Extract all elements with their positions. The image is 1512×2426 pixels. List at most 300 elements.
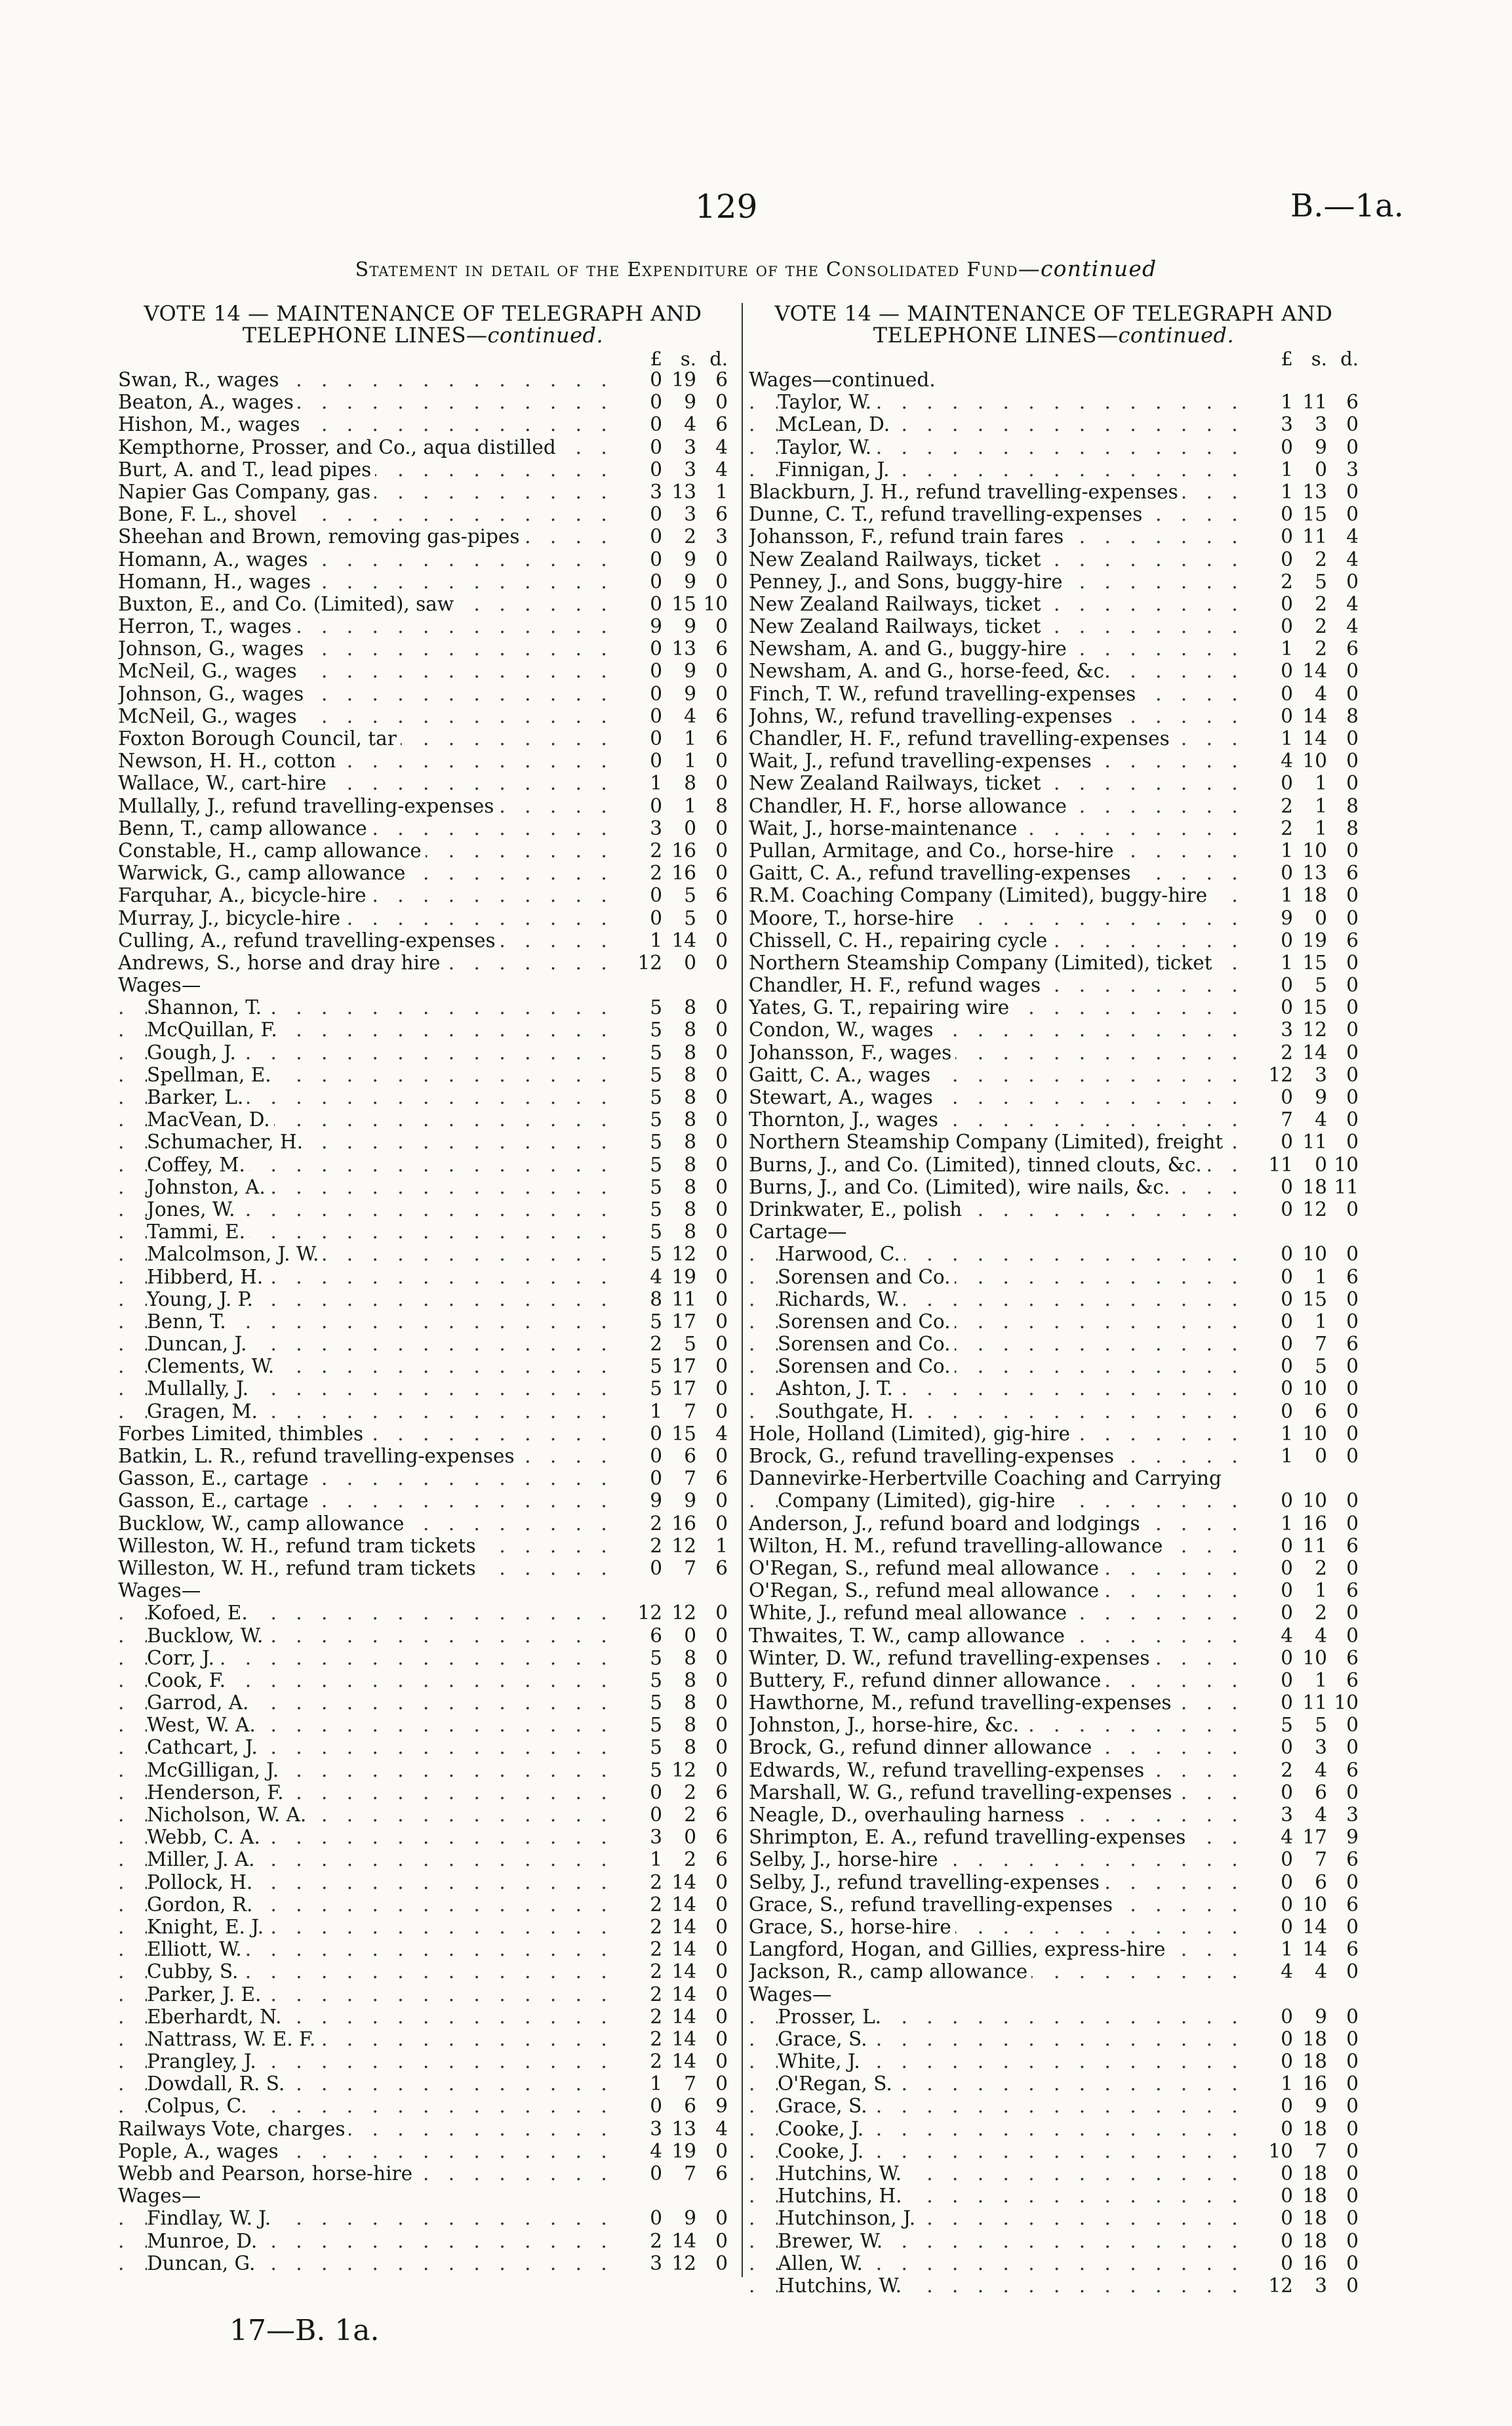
table-row: [749, 795, 1359, 817]
table-row: [749, 1512, 1359, 1535]
shillings-amount: 14: [1302, 1938, 1327, 1961]
shillings-amount: 8: [684, 1131, 696, 1154]
entry-label: [118, 2207, 624, 2229]
shillings-amount: 9: [1315, 1086, 1327, 1108]
entry-label: [118, 1579, 624, 1602]
pounds-amount: 4: [650, 1265, 662, 1288]
table-row: [749, 548, 1359, 571]
table-row: [749, 1736, 1359, 1758]
pence-amount: 0: [715, 951, 728, 974]
shillings-amount: 3: [684, 503, 696, 526]
pounds-amount: 5: [650, 1714, 662, 1737]
entry-label-text: McGilligan, J.: [147, 1759, 283, 1781]
shillings-amount: [662, 1579, 696, 1602]
shillings-amount: 0: [1315, 1445, 1327, 1467]
entry-label: [749, 548, 1255, 571]
entry-label: [749, 571, 1255, 593]
table-row: [749, 1243, 1359, 1265]
entry-label: [118, 1176, 624, 1198]
table-row: [118, 1489, 728, 1512]
entry-label: [749, 907, 1255, 929]
pence-amount: 0: [715, 1602, 728, 1625]
entry-label-text: Warwick, G., camp allowance: [118, 862, 409, 884]
table-row: [749, 727, 1359, 750]
pounds-amount: 1: [650, 772, 662, 795]
table-row: [118, 1647, 728, 1669]
shillings-amount: 2: [684, 1804, 696, 1826]
pounds-amount: 0: [1281, 435, 1293, 458]
entry-label-text: Henderson, F.: [147, 1781, 288, 1804]
table-row: [749, 1781, 1359, 1804]
entry-label-text: Brewer, W.: [778, 2230, 886, 2252]
table-row: [118, 2185, 728, 2207]
pounds-amount: 0: [1281, 1310, 1293, 1333]
pounds-amount: 5: [650, 996, 662, 1019]
pounds-amount: 5: [650, 1691, 662, 1714]
pounds-amount: 0: [650, 2207, 662, 2230]
pence-amount: 0: [715, 1175, 728, 1198]
entry-label-text: O'Regan, S., refund meal allowance: [749, 1579, 1103, 1602]
pence-amount: 4: [715, 435, 728, 458]
pounds-amount: 0: [1281, 1534, 1293, 1557]
shillings-amount: 4: [1315, 682, 1327, 705]
pence-amount: 0: [715, 2229, 728, 2252]
entry-label: [749, 1691, 1255, 1714]
entry-label: [118, 1266, 624, 1288]
shillings-amount: 8: [684, 1041, 696, 1064]
pence-amount: 0: [1346, 1400, 1359, 1423]
pence-amount: 0: [1346, 1131, 1359, 1154]
entry-label: [749, 2252, 1255, 2274]
entry-label: [118, 884, 624, 906]
pounds-amount: 5: [650, 1063, 662, 1086]
entry-label-text: Pullan, Armitage, and Co., horse-hire: [749, 839, 1118, 862]
pence-amount: 0: [1346, 2005, 1359, 2028]
entry-label-text: Malcolmson, J. W.: [147, 1243, 323, 1265]
entry-label-text: Andrews, S., horse and dray hire: [118, 952, 444, 974]
table-row: [118, 1377, 728, 1400]
table-row: [749, 1871, 1359, 1893]
shillings-amount: 19: [671, 2139, 696, 2162]
entry-label-text: Wait, J., refund travelling-expenses: [749, 750, 1096, 772]
pounds-amount: 4: [1281, 750, 1293, 773]
entry-label-text: New Zealand Railways, ticket: [749, 548, 1044, 571]
right-money-header: [749, 348, 1359, 369]
entry-label-text: Hole, Holland (Limited), gig-hire: [749, 1423, 1074, 1445]
entry-label: [118, 727, 624, 750]
pounds-header: £: [1281, 348, 1293, 370]
pounds-amount: 0: [1281, 1287, 1293, 1310]
entry-label: [118, 1736, 624, 1758]
entry-label: [749, 1938, 1255, 1960]
pounds-amount: 0: [650, 1422, 662, 1445]
table-row: [118, 391, 728, 413]
entry-label-text: Murray, J., bicycle-hire: [118, 907, 344, 929]
entry-label-text: Parker, J. E.: [147, 1983, 265, 2006]
table-row: [118, 615, 728, 637]
table-row: [749, 1131, 1359, 1153]
pounds-amount: 0: [1281, 1489, 1293, 1512]
pence-amount: 0: [715, 682, 728, 705]
entry-label: [749, 750, 1255, 772]
pounds-amount: 0: [1281, 1243, 1293, 1266]
table-row: [749, 1691, 1359, 1714]
shillings-amount: 8: [684, 1175, 696, 1198]
entry-label-text: Willeston, W. H., refund tram tickets: [118, 1535, 480, 1557]
shillings-amount: 2: [1315, 548, 1327, 571]
entry-label: [749, 413, 1255, 435]
pence-amount: 6: [1346, 1938, 1359, 1961]
pounds-amount: 7: [1281, 1108, 1293, 1131]
entry-label-text: Kempthorne, Prosser, and Co., aqua distilled: [118, 436, 560, 458]
entry-label-text: New Zealand Railways, ticket: [749, 615, 1044, 637]
table-row: [118, 929, 728, 952]
table-row: [118, 1041, 728, 1064]
entry-label-text: Burns, J., and Co. (Limited), tinned clouts, &c.: [749, 1154, 1206, 1176]
shillings-amount: 5: [684, 1333, 696, 1356]
pence-amount: 0: [715, 1870, 728, 1893]
pence-amount: 0: [1346, 1960, 1359, 1983]
entry-label: [749, 1288, 1255, 1310]
table-row: [118, 1288, 728, 1310]
pence-amount: 8: [1346, 817, 1359, 839]
shillings-amount: 18: [1302, 2027, 1327, 2050]
shillings-amount: 9: [684, 570, 696, 593]
entry-label: [749, 2006, 1255, 2028]
entry-label: [118, 2095, 624, 2117]
table-row: [749, 2140, 1359, 2162]
table-row: [749, 2095, 1359, 2117]
table-row: [749, 1064, 1359, 1086]
entry-label-text: Buttery, F., refund dinner allowance: [749, 1669, 1105, 1691]
pence-amount: 0: [715, 2027, 728, 2050]
entry-label: [749, 705, 1255, 727]
pence-amount: 4: [1346, 615, 1359, 638]
pounds-amount: 0: [1281, 1579, 1293, 1602]
shillings-amount: 11: [671, 1287, 696, 1310]
entry-label: [118, 795, 624, 817]
footer-reference: 17—B. 1a.: [229, 2314, 380, 2347]
entry-label-text: Harwood, C.: [778, 1243, 904, 1265]
pence-amount: 6: [1346, 1265, 1359, 1288]
pence-amount: 0: [715, 1915, 728, 1938]
shillings-amount: 18: [1302, 884, 1327, 907]
pounds-amount: 0: [1281, 2095, 1293, 2118]
pounds-amount: 5: [650, 1019, 662, 1041]
entry-label-text: Foxton Borough Council, tar: [118, 727, 401, 750]
pounds-amount: 2: [650, 2027, 662, 2050]
entry-label: [749, 2274, 1255, 2297]
entry-label: [118, 1086, 624, 1108]
table-row: [118, 2118, 728, 2140]
entry-label-text: Mullally, J., refund travelling-expenses: [118, 795, 498, 817]
pounds-amount: 1: [650, 1400, 662, 1423]
pounds-amount: 0: [650, 548, 662, 571]
entry-label: [118, 1154, 624, 1176]
shillings-amount: 14: [671, 1893, 696, 1916]
entry-label-text: Johansson, F., refund train fares: [749, 525, 1067, 548]
pounds-amount: 9: [650, 615, 662, 638]
entry-label: [749, 1916, 1255, 1938]
pence-amount: 6: [715, 2162, 728, 2185]
shillings-amount: 17: [671, 1355, 696, 1378]
pounds-amount: 6: [650, 1624, 662, 1647]
shillings-amount: 14: [671, 1983, 696, 2006]
pence-amount: 0: [715, 570, 728, 593]
shillings-amount: 1: [1315, 1579, 1327, 1602]
shillings-amount: 2: [684, 1848, 696, 1871]
entry-label-text: Chandler, H. F., refund wages: [749, 974, 1044, 996]
left-heading-suffix: —continued.: [466, 323, 604, 348]
shillings-amount: 9: [684, 682, 696, 705]
table-row: [749, 458, 1359, 481]
pounds-amount: 0: [1281, 1556, 1293, 1579]
pence-amount: 0: [1346, 750, 1359, 773]
pence-amount: 0: [1346, 660, 1359, 683]
pounds-amount: 3: [1281, 1804, 1293, 1826]
pence-amount: 0: [1346, 2185, 1359, 2208]
pounds-amount: 2: [650, 2229, 662, 2252]
entry-label: [749, 593, 1255, 615]
table-row: [118, 1512, 728, 1535]
pence-amount: 0: [715, 1153, 728, 1176]
entry-label: [118, 1131, 624, 1153]
shillings-amount: 18: [1302, 2185, 1327, 2208]
pounds-amount: 0: [650, 2095, 662, 2118]
shillings-amount: 1: [1315, 1668, 1327, 1691]
entry-label-text: Cathcart, J.: [147, 1736, 262, 1758]
pence-amount: 0: [1346, 1624, 1359, 1647]
pounds-amount: 2: [650, 2050, 662, 2073]
entry-label: [749, 1377, 1255, 1400]
shillings-amount: 19: [671, 369, 696, 391]
entry-label: [749, 1467, 1255, 1489]
pence-amount: 0: [715, 1512, 728, 1535]
pence-amount: 9: [715, 2095, 728, 2118]
pence-amount: 0: [715, 996, 728, 1019]
entry-label: [118, 1647, 624, 1669]
table-row: [118, 1467, 728, 1489]
table-row: [118, 772, 728, 794]
pounds-amount: 0: [650, 369, 662, 391]
title-suffix: —continued: [1018, 256, 1157, 281]
pounds-amount: 0: [1281, 1668, 1293, 1691]
entry-label-text: Southgate, H.: [778, 1400, 917, 1423]
shillings-amount: 10: [1302, 1377, 1327, 1400]
shillings-amount: 8: [684, 1108, 696, 1131]
shillings-amount: 8: [684, 1198, 696, 1221]
entry-label: [749, 772, 1255, 794]
shillings-amount: 10: [1302, 1489, 1327, 1512]
shillings-amount: 5: [684, 884, 696, 907]
pence-amount: 0: [715, 2207, 728, 2230]
page-number: 129: [695, 188, 758, 226]
table-row: [118, 1154, 728, 1176]
pence-amount: 4: [715, 1422, 728, 1445]
pence-amount: 0: [715, 1960, 728, 1983]
pence-amount: 0: [715, 391, 728, 414]
pence-amount: 9: [1346, 1826, 1359, 1849]
shillings-amount: 9: [1315, 2095, 1327, 2118]
entry-label: [118, 1064, 624, 1086]
entry-label-text: Burns, J., and Co. (Limited), wire nails, &c.: [749, 1176, 1174, 1198]
shillings-amount: 13: [671, 480, 696, 503]
entry-label: [118, 705, 624, 727]
entry-label-text: Webb, C. A.: [147, 1826, 264, 1848]
table-row: [118, 1804, 728, 1826]
pounds-amount: 0: [1281, 1265, 1293, 1288]
entry-label-text: Johnston, A.: [147, 1176, 269, 1198]
pounds-amount: 5: [650, 1175, 662, 1198]
entry-label: [749, 1064, 1255, 1086]
shillings-amount: 8: [684, 1063, 696, 1086]
shillings-amount: 11: [1302, 1691, 1327, 1714]
entry-label-text: Webb and Pearson, horse-hire: [118, 2162, 416, 2185]
entry-label-text: Gordon, R.: [147, 1893, 256, 1916]
entry-label-text: Chandler, H. F., horse allowance: [749, 795, 1071, 817]
entry-label: [749, 1086, 1255, 1108]
pounds-amount: 2: [1281, 570, 1293, 593]
pence-amount: [696, 1579, 728, 1602]
table-row: [118, 1669, 728, 1691]
right-column-heading: [749, 303, 1359, 346]
entry-label: [118, 1512, 624, 1535]
entry-label-text: Shannon, T.: [147, 996, 266, 1019]
pence-amount: 0: [715, 750, 728, 773]
entry-label: [749, 1826, 1255, 1848]
entry-label-text: Swan, R., wages: [118, 369, 283, 391]
pounds-amount: 12: [1268, 1063, 1293, 1086]
pence-amount: 0: [1346, 1198, 1359, 1221]
entry-label: [749, 481, 1255, 503]
pence-amount: 0: [1346, 1108, 1359, 1131]
table-row: [118, 637, 728, 660]
table-row: [749, 1938, 1359, 1960]
entry-label-text: Neagle, D., overhauling harness: [749, 1804, 1068, 1826]
entry-label: [749, 1154, 1255, 1176]
entry-label-text: Hutchinson, J.: [778, 2207, 919, 2229]
table-row: [749, 839, 1359, 862]
entry-label: [118, 1535, 624, 1557]
shillings-amount: 13: [671, 2117, 696, 2140]
shillings-amount: 15: [671, 592, 696, 615]
pence-amount: 0: [715, 1019, 728, 1041]
pence-amount: 0: [715, 1355, 728, 1378]
pounds-amount: 0: [1281, 1602, 1293, 1625]
pounds-amount: 0: [650, 525, 662, 548]
entry-label-text: Nicholson, W. A.: [147, 1804, 310, 1826]
entry-label-text: New Zealand Railways, ticket: [749, 772, 1044, 794]
shillings-amount: 0: [684, 817, 696, 839]
entry-label-text: White, J., refund meal allowance: [749, 1602, 1071, 1624]
table-row: [118, 907, 728, 929]
pounds-amount: 12: [637, 951, 662, 974]
entry-label-text: Sorensen and Co.: [778, 1355, 955, 1377]
entry-label: [118, 1423, 624, 1445]
table-row: [749, 1960, 1359, 1983]
pounds-amount: 0: [1281, 2207, 1293, 2230]
table-row: [749, 1019, 1359, 1041]
entry-label: [118, 1893, 624, 1916]
shillings-amount: 8: [684, 1691, 696, 1714]
pounds-amount: 0: [1281, 704, 1293, 727]
pounds-amount: 2: [650, 1512, 662, 1535]
right-heading-text: TELEPHONE LINES: [873, 323, 1097, 348]
pence-amount: 0: [715, 1221, 728, 1243]
pounds-amount: 1: [650, 1848, 662, 1871]
entry-label: [749, 1625, 1255, 1647]
table-row: [118, 1916, 728, 1938]
entry-label-text: Penney, J., and Sons, buggy-hire: [749, 571, 1067, 593]
table-row: [118, 481, 728, 503]
pence-amount: 0: [1346, 2117, 1359, 2140]
shillings-amount: 1: [1315, 772, 1327, 795]
table-row: [749, 1108, 1359, 1131]
pence-amount: 0: [715, 1333, 728, 1356]
table-row: [118, 1691, 728, 1714]
shillings-amount: 14: [671, 2229, 696, 2252]
shillings-amount: 0: [684, 951, 696, 974]
pounds-amount: 1: [1281, 1512, 1293, 1535]
right-heading-suffix: —continued.: [1096, 323, 1235, 348]
table-row: [118, 1400, 728, 1423]
table-row: [749, 637, 1359, 660]
pence-amount: 6: [1346, 1758, 1359, 1781]
table-row: [118, 1108, 728, 1131]
entry-label: [749, 884, 1255, 906]
table-row: [118, 436, 728, 458]
entry-label-text: O'Regan, S., refund meal allowance: [749, 1557, 1103, 1579]
pence-amount: 4: [1346, 548, 1359, 571]
shillings-amount: 2: [1315, 615, 1327, 638]
pence-amount: 6: [715, 1781, 728, 1804]
pounds-amount: 0: [650, 458, 662, 481]
entry-label-text: Dowdall, R. S.: [147, 2072, 288, 2095]
entry-label: [749, 862, 1255, 884]
left-heading-text: TELEPHONE LINES: [242, 323, 466, 348]
entry-label: [118, 1489, 624, 1512]
shillings-amount: 10: [1302, 1422, 1327, 1445]
entry-label-text: Spellman, E.: [147, 1064, 275, 1086]
pounds-amount: 0: [1281, 1175, 1293, 1198]
shillings-amount: 18: [1302, 2207, 1327, 2230]
pence-amount: 0: [715, 1198, 728, 1221]
entry-label: [749, 1983, 1255, 2006]
entry-label: [118, 660, 624, 682]
shillings-amount: 11: [1302, 391, 1327, 414]
shillings-amount: 10: [1302, 1243, 1327, 1266]
table-row: [749, 503, 1359, 525]
pence-amount: [1327, 1221, 1359, 1243]
pence-amount: 0: [1346, 1870, 1359, 1893]
entry-label-text: Richards, W.: [778, 1288, 904, 1310]
pence-amount: 6: [1346, 1893, 1359, 1916]
pence-amount: 0: [1346, 1041, 1359, 1064]
pence-amount: 0: [1346, 1556, 1359, 1579]
entry-label-text: Gough, J.: [147, 1041, 240, 1064]
pounds-amount: 5: [650, 1108, 662, 1131]
entry-label-text: Dannevirke-Herbertville Coaching and Carrying: [749, 1467, 1225, 1489]
pounds-amount: 1: [1281, 951, 1293, 974]
pounds-amount: [624, 974, 662, 996]
entry-label-text: Corr, J.: [147, 1647, 218, 1669]
entry-label-text: Condon, W., wages: [749, 1019, 937, 1041]
entry-label: [118, 1759, 624, 1781]
entry-label: [118, 996, 624, 1019]
pounds-amount: 0: [1281, 1333, 1293, 1356]
entry-label-text: Cook, F.: [147, 1669, 229, 1691]
table-row: [118, 1310, 728, 1333]
